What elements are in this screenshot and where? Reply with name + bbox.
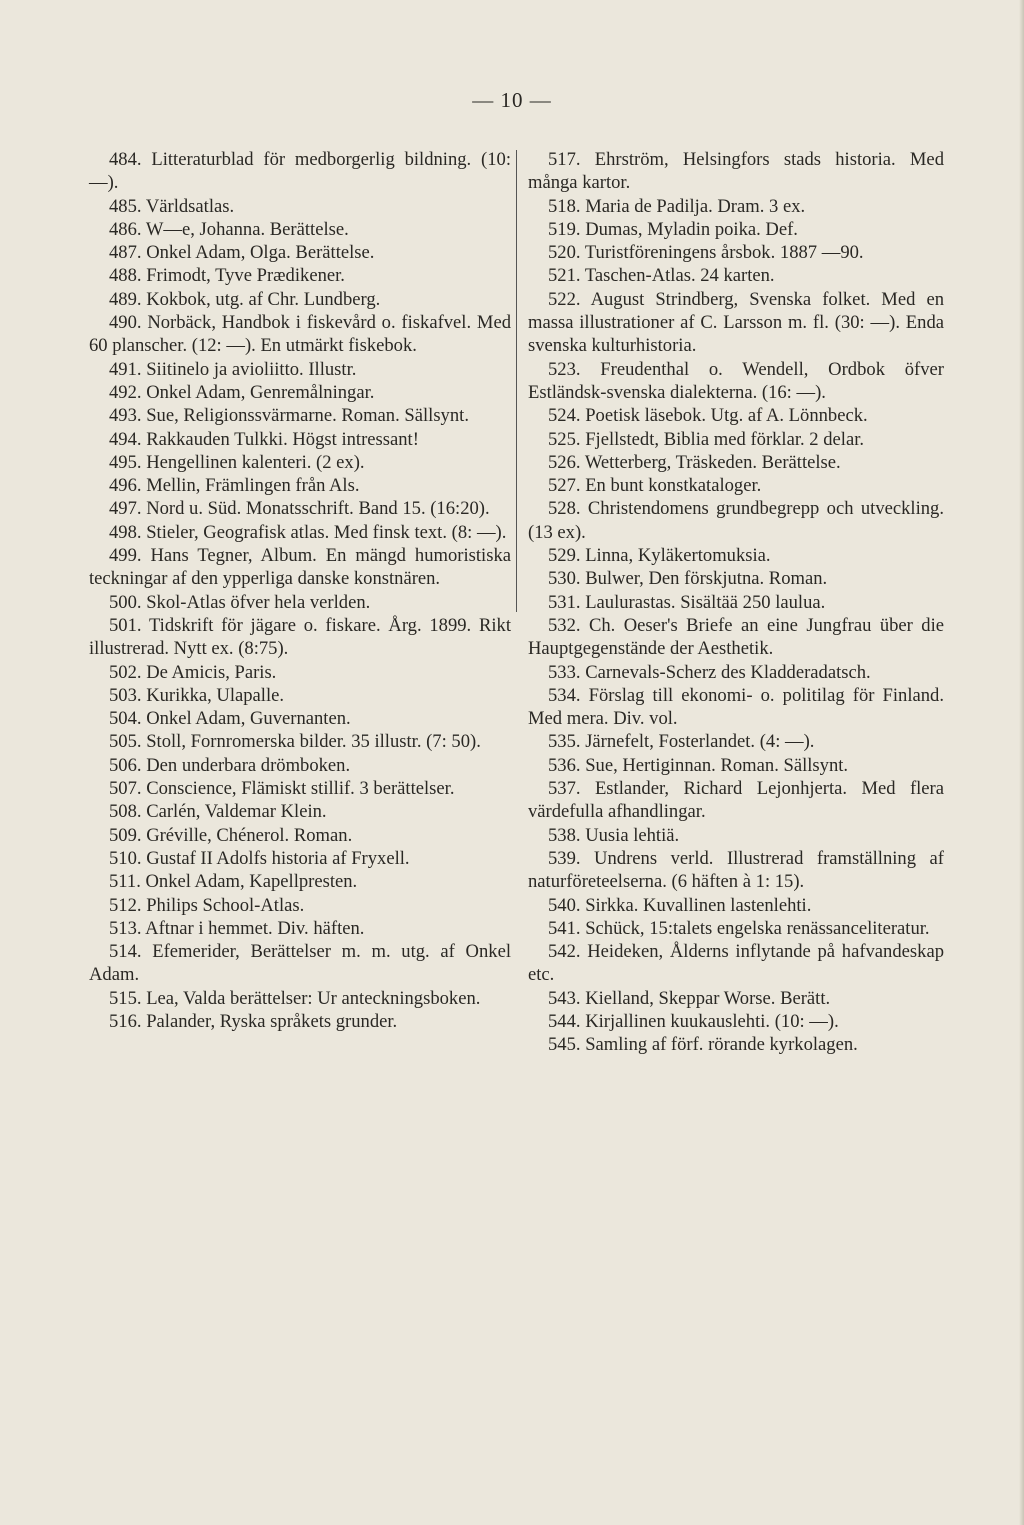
- catalog-entry: 537. Estlander, Richard Lejonhjerta. Med flera värdefulla afhandlingar.: [528, 778, 944, 823]
- catalog-entry: 518. Maria de Padilja. Dram. 3 ex.: [548, 195, 806, 217]
- catalog-entry: 513. Aftnar i hemmet. Div. häften.: [109, 917, 365, 939]
- catalog-entry: 486. W—e, Johanna. Berättelse.: [109, 218, 349, 240]
- catalog-entry: 527. En bunt konstkataloger.: [548, 475, 762, 497]
- catalog-entry: 509. Gréville, Chénerol. Roman.: [109, 824, 353, 846]
- catalog-entry: 499. Hans Tegner, Album. En mängd humoristiska teckningar af den ypperliga danske konstnären.: [89, 545, 511, 590]
- catalog-entry: 507. Conscience, Flämiskt stillif. 3 berättelser.: [109, 778, 455, 800]
- catalog-entry: 493. Sue, Religionssvärmarne. Roman. Sällsynt.: [109, 405, 469, 427]
- page-edge: [1019, 0, 1024, 1525]
- catalog-entry: 487. Onkel Adam, Olga. Berättelse.: [109, 242, 375, 264]
- catalog-entry: 492. Onkel Adam, Genremålningar.: [109, 381, 375, 403]
- left-column: [89, 148, 511, 1033]
- catalog-entry: 522. August Strindberg, Svenska folket. Med en massa illustrationer af C. Larsson m. fl. (30: —). Enda svenska kulturhistoria.: [528, 288, 944, 357]
- catalog-entry: 544. Kirjallinen kuukauslehti. (10: —).: [548, 1010, 839, 1032]
- catalog-entry: 504. Onkel Adam, Guvernanten.: [109, 708, 351, 730]
- catalog-entry: 505. Stoll, Fornromerska bilder. 35 illustr. (7: 50).: [109, 731, 481, 753]
- catalog-entry: 523. Freudenthal o. Wendell, Ordbok öfver Estländsk-svenska dialekterna. (16: —).: [528, 358, 944, 403]
- catalog-entry: 521. Taschen-Atlas. 24 karten.: [548, 265, 775, 287]
- catalog-entry: 534. Förslag till ekonomi- o. politilag för Finland. Med mera. Div. vol.: [528, 684, 944, 730]
- catalog-entry: 496. Mellin, Främlingen från Als.: [109, 475, 360, 497]
- catalog-entry: 532. Ch. Oeser's Briefe an eine Jungfrau über die Hauptgegenstände der Aesthetik.: [528, 614, 944, 660]
- catalog-entry: 506. Den underbara drömboken.: [109, 754, 351, 776]
- catalog-entry: 494. Rakkauden Tulkki. Högst intressant!: [109, 428, 419, 450]
- catalog-entry: 542. Heideken, Ålderns inflytande på hafvandeskap etc.: [528, 941, 944, 986]
- catalog-entry: 484. Litteraturblad för medborgerlig bildning. (10: —).: [89, 149, 511, 194]
- catalog-entry: 497. Nord u. Süd. Monatsschrift. Band 15. (16:20).: [109, 498, 490, 520]
- catalog-entry: 491. Siitinelo ja avioliitto. Illustr.: [109, 358, 357, 380]
- catalog-entry: 498. Stieler, Geografisk atlas. Med finsk text. (8: —).: [109, 521, 507, 543]
- catalog-entry: 528. Christendomens grundbegrepp och utveckling. (13 ex).: [528, 498, 944, 543]
- catalog-entry: 524. Poetisk läsebok. Utg. af A. Lönnbeck.: [548, 405, 868, 427]
- catalog-entry: 516. Palander, Ryska språkets grunder.: [109, 1010, 398, 1032]
- right-column: [528, 148, 944, 1057]
- catalog-entry: 540. Sirkka. Kuvallinen lastenlehti.: [548, 894, 812, 916]
- catalog-entry: 539. Undrens verld. Illustrerad framställning af naturföreteelserna. (6 häften à 1: 15).: [528, 847, 944, 893]
- catalog-entry: 520. Turistföreningens årsbok. 1887 —90.: [548, 242, 864, 264]
- catalog-entry: 545. Samling af förf. rörande kyrkolagen.: [548, 1034, 858, 1056]
- catalog-entry: 485. Världsatlas.: [109, 195, 235, 217]
- catalog-entry: 525. Fjellstedt, Biblia med förklar. 2 delar.: [548, 428, 865, 450]
- catalog-entry: 515. Lea, Valda berättelser: Ur anteckningsboken.: [109, 987, 481, 1009]
- catalog-entry: 541. Schück, 15:talets engelska renässanceliteratur.: [548, 917, 930, 939]
- catalog-entry: 533. Carnevals-Scherz des Kladderadatsch.: [548, 661, 871, 683]
- catalog-entry: 531. Laulurastas. Sisältää 250 laulua.: [548, 591, 826, 613]
- catalog-entry: 512. Philips School-Atlas.: [109, 894, 305, 916]
- catalog-entry: 514. Efemerider, Berättelser m. m. utg. af Onkel Adam.: [89, 941, 511, 986]
- page-number: — 10 —: [472, 88, 552, 112]
- catalog-entry: 508. Carlén, Valdemar Klein.: [109, 801, 327, 823]
- catalog-entry: 500. Skol-Atlas öfver hela verlden.: [109, 591, 371, 613]
- catalog-entry: 519. Dumas, Myladin poika. Def.: [548, 218, 798, 240]
- catalog-entry: 535. Järnefelt, Fosterlandet. (4: —).: [548, 731, 815, 753]
- catalog-entry: 529. Linna, Kyläkertomuksia.: [548, 545, 771, 567]
- catalog-entry: 538. Uusia lehtiä.: [548, 824, 680, 846]
- catalog-entry: 490. Norbäck, Handbok i fiskevård o. fiskafvel. Med 60 planscher. (12: —). En utmärkt fiskebok.: [89, 312, 511, 357]
- catalog-entry: 501. Tidskrift för jägare o. fiskare. Årg. 1899. Rikt illustrerad. Nytt ex. (8:75).: [89, 614, 511, 660]
- column-divider: [516, 150, 517, 612]
- catalog-entry: 495. Hengellinen kalenteri. (2 ex).: [109, 451, 365, 473]
- catalog-entry: 543. Kielland, Skeppar Worse. Berätt.: [548, 987, 831, 1009]
- catalog-entry: 517. Ehrström, Helsingfors stads historia. Med många kartor.: [528, 149, 944, 194]
- catalog-entry: 526. Wetterberg, Träskeden. Berättelse.: [548, 451, 841, 473]
- catalog-entry: 488. Frimodt, Tyve Prædikener.: [109, 265, 345, 287]
- catalog-entry: 530. Bulwer, Den förskjutna. Roman.: [548, 568, 828, 590]
- catalog-entry: 502. De Amicis, Paris.: [109, 661, 277, 683]
- catalog-entry: 489. Kokbok, utg. af Chr. Lundberg.: [109, 288, 381, 310]
- catalog-entry: 510. Gustaf II Adolfs historia af Fryxell.: [109, 847, 410, 869]
- catalog-entry: 511. Onkel Adam, Kapellpresten.: [109, 871, 358, 893]
- catalog-entry: 503. Kurikka, Ulapalle.: [109, 684, 285, 706]
- catalog-entry: 536. Sue, Hertiginnan. Roman. Sällsynt.: [548, 754, 849, 776]
